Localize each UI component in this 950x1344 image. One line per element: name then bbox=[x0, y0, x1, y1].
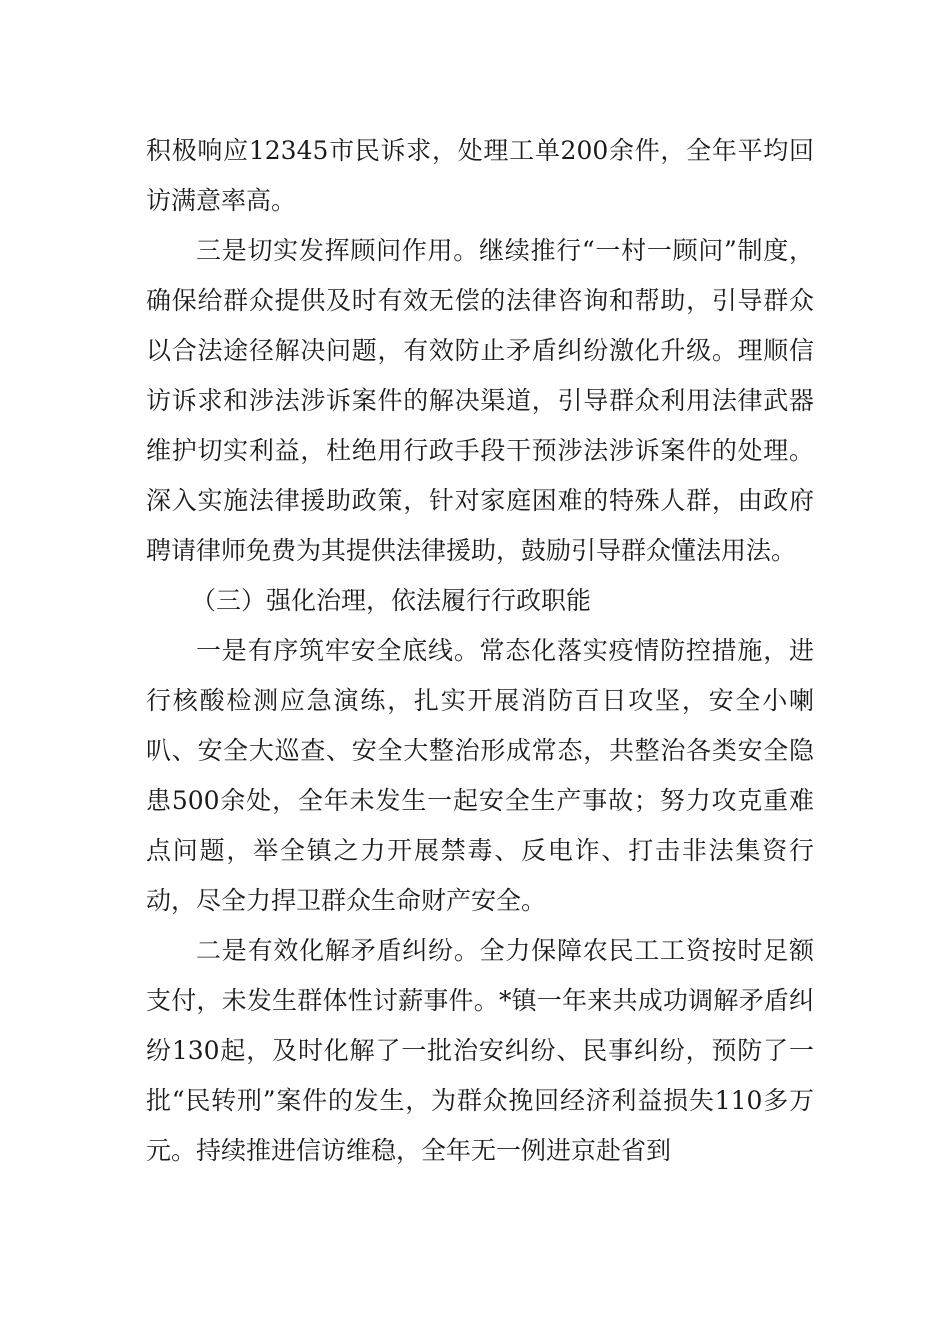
paragraph-continuation: 积极响应12345市民诉求，处理工单200余件，全年平均回访满意率高。 bbox=[146, 136, 814, 215]
section-heading: （三）强化治理，依法履行行政职能 bbox=[191, 586, 592, 615]
paragraph-safety: 一是有序筑牢安全底线。常态化落实疫情防控措施，进行核酸检测应急演练，扎实开展消防百日攻坚，安全小喇叭、安全大巡查、安全大整治形成常态，共整治各类安全隐患500余处，全年未发生一起安全生产事故；努力攻克重难点问题，举全镇之力开展禁毒、反电诈、打击非法集资行动，尽全力捍卫群众生命财产安全。 bbox=[146, 636, 814, 915]
paragraph-legal-advisor: 三是切实发挥顾问作用。继续推行“一村一顾问”制度，确保给群众提供及时有效无偿的法律咨询和帮助，引导群众以合法途径解决问题，有效防止矛盾纠纷激化升级。理顺信访诉求和涉法涉诉案件的解决渠道，引导群众利用法律武器维护切实利益，杜绝用行政手段干预涉法涉诉案件的处理。深入实施法律援助政策，针对家庭困难的特殊人群，由政府聘请律师免费为其提供法律援助，鼓励引导群众懂法用法。 bbox=[146, 236, 814, 565]
document-body bbox=[146, 126, 814, 1176]
paragraph-disputes: 二是有效化解矛盾纠纷。全力保障农民工工资按时足额支付，未发生群体性讨薪事件。*镇一年来共成功调解矛盾纠纷130起，及时化解了一批治安纠纷、民事纠纷，预防了一批“民转刑”案件的发生，为群众挽回经济利益损失110多万元。持续推进信访维稳，全年无一例进京赴省到 bbox=[146, 936, 814, 1165]
